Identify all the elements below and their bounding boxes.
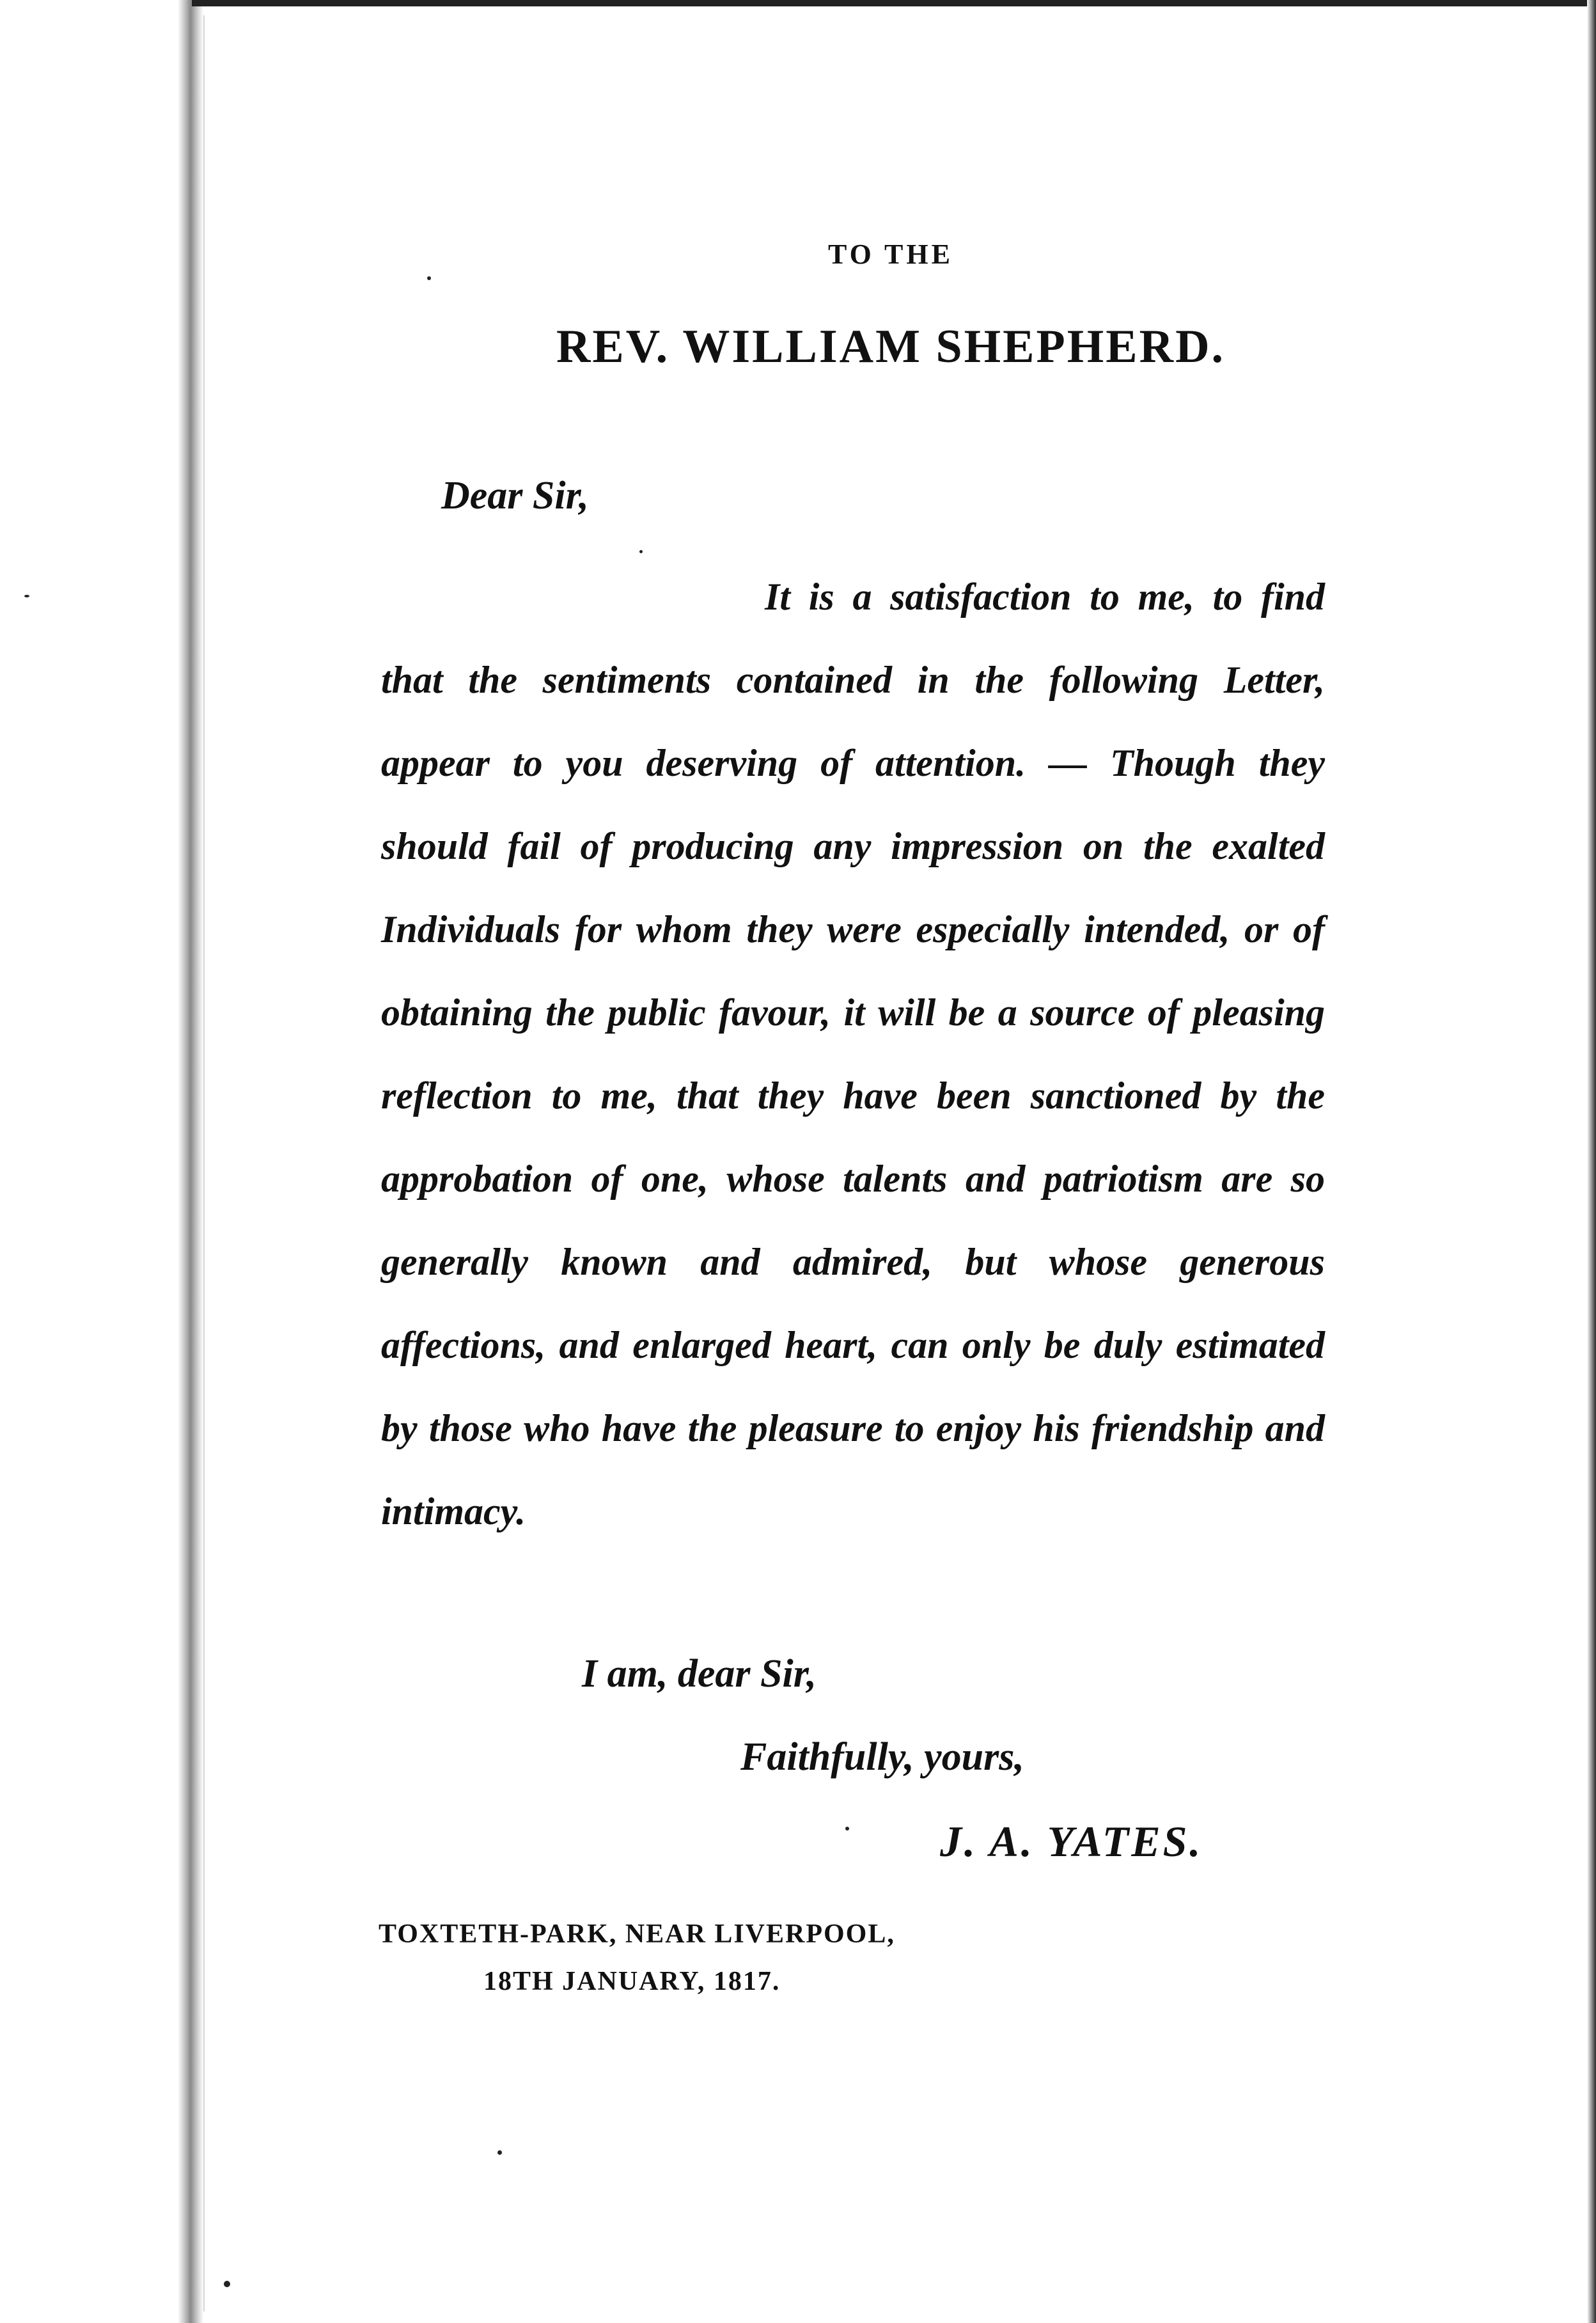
scan-speck: [24, 595, 29, 597]
letter-body: It is a satisfaction to me, to find that the sentiments contained in the following Letter, appear to you deserving of attention. — Though they should fail of producing any impression on the exalted Individuals for whom they were especially intended, or of obtaining the public favour, it will be a source of pleasing reflection to me, that they have been sanctioned by the approbation of one, whose talents and patriotism are so generally known and admired, but whose generous affections, and enlarged heart, can only be duly estimated by those who have the pleasure to enjoy his friendship and intimacy.: [381, 576, 1325, 1532]
book-spine-shadow: [178, 0, 203, 2323]
salutation: Dear Sir,: [441, 474, 589, 517]
place-line: TOXTETH-PARK, NEAR LIVERPOOL,: [379, 1919, 895, 1949]
scan-speck: [427, 276, 431, 280]
scan-top-edge: [192, 0, 1596, 6]
scan-left-margin: [0, 0, 192, 2323]
scan-speck: [845, 1827, 849, 1831]
scan-speck: [497, 2150, 502, 2155]
dedicatee-name: REV. WILLIAM SHEPHERD.: [556, 320, 1226, 373]
dedication-heading: TO THE: [828, 239, 953, 270]
valediction: Faithfully, yours,: [740, 1735, 1024, 1779]
scan-speck: [224, 2281, 230, 2287]
date-line: 18TH JANUARY, 1817.: [483, 1967, 781, 1996]
scan-right-edge: [1587, 0, 1596, 2323]
closing-line: I am, dear Sir,: [582, 1652, 817, 1696]
signature: J. A. YATES.: [940, 1817, 1203, 1866]
scan-speck: [639, 550, 643, 553]
